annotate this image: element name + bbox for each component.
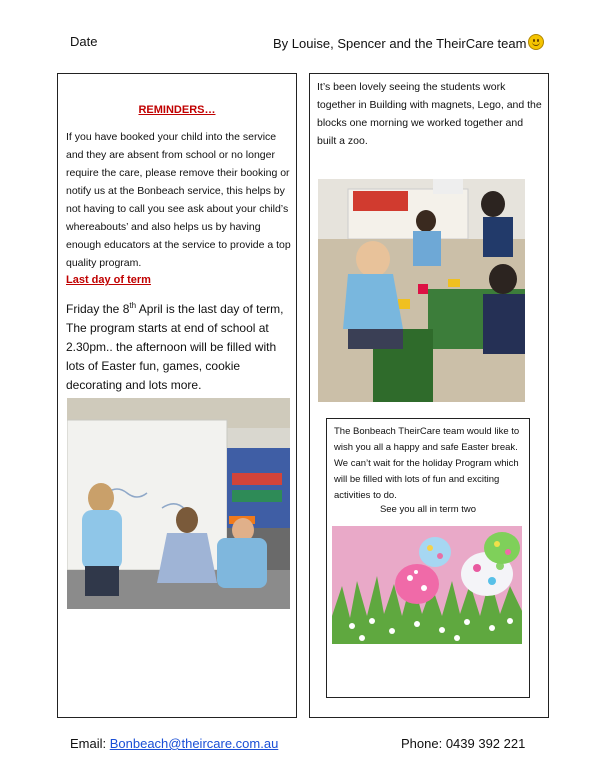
building-blocks-photo <box>318 179 525 402</box>
see-you-text: See you all in term two <box>379 504 477 515</box>
easter-eggs-photo <box>332 526 522 644</box>
last-day-heading: Last day of term <box>66 274 151 286</box>
smiley-face-icon <box>528 34 544 50</box>
email-label: Email: <box>70 736 110 751</box>
intro-text: It’s been lovely seeing the students work together in Building with magnets, Lego, and the blocks one morning we worked together and built a zoo. <box>317 81 542 147</box>
ordinal-suffix: th <box>129 301 137 310</box>
byline-text: By Louise, Spencer and the TheirCare team <box>273 36 527 51</box>
reminders-heading: REMINDERS… <box>138 104 216 116</box>
whiteboard-photo-image <box>67 398 290 609</box>
date-label: Date <box>70 34 98 49</box>
reminders-body: If you have booked your child into the service and they are absent from school or no longer require the care, please remove their booking or notify us at the Bonbeach service, this helps by not having to call you see ask about your child’s whereabouts’ and also helps us by having enough educators at the service to provide a top quality program. <box>66 131 291 269</box>
byline <box>273 34 544 51</box>
left-column <box>57 73 297 718</box>
footer-email <box>70 736 278 751</box>
last-day-body <box>66 296 292 395</box>
last-day-text-start: Friday the 8 <box>66 302 130 316</box>
right-column <box>309 73 549 718</box>
last-day-text-end: April is the last day of term, The program starts at end of school at 2.30pm.. the afternoon will be filled with lots of Easter fun, games, cookie decorating and lots more. <box>66 302 284 392</box>
easter-message-box <box>326 418 530 698</box>
whiteboard-photo <box>67 398 290 609</box>
easter-message: The Bonbeach TheirCare team would like to wish you all a happy and safe Easter break. We can’t wait for the holiday Program which will be filled with lots of fun and exciting activities to do. <box>334 426 520 501</box>
building-blocks-photo-image <box>318 179 525 402</box>
footer-phone: Phone: 0439 392 221 <box>401 736 526 751</box>
easter-eggs-photo-image <box>332 526 522 644</box>
email-link[interactable]: Bonbeach@theircare.com.au <box>109 736 279 751</box>
